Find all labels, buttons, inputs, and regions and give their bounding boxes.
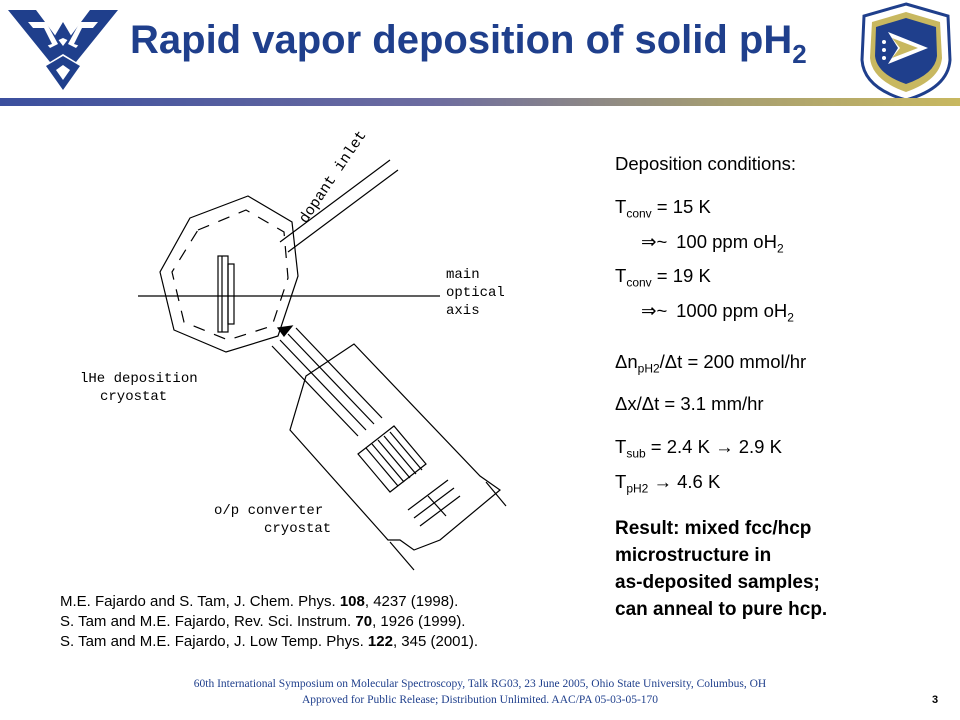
slide-title [130, 18, 870, 70]
cryostat-inner-octagon [172, 210, 288, 340]
reference-volume: 122 [367, 633, 393, 650]
label-optical: optical [446, 285, 505, 301]
result-line: can anneal to pure hcp. [615, 598, 828, 620]
reference-item [60, 612, 600, 632]
label-main: main [446, 267, 480, 283]
reference-text: , 1926 (1999). [372, 613, 466, 630]
implies-arrow-icon: ⇒~ [641, 300, 668, 322]
result-line: microstructure in [615, 544, 772, 566]
footer-line-1: 60th International Symposium on Molecular Spectroscopy, Talk RG03, 23 June 2005, Ohio State University, Columbus, OH [193, 678, 767, 690]
reference-item [60, 632, 600, 652]
converter-fins [358, 426, 426, 492]
reference-text: S. Tam and M.E. Fajardo, Rev. Sci. Instrum. [60, 613, 356, 630]
label-axis: axis [446, 303, 480, 319]
t-sub: $T_{sub} = 2.4$ K → 2.9 K [615, 436, 782, 462]
reference-volume: 70 [355, 613, 373, 630]
label-lhe-cryostat: cryostat [100, 389, 168, 405]
implies-arrow-icon: ⇒~ [641, 230, 668, 252]
apparatus-diagram [80, 127, 530, 570]
air-force-wings-logo [6, 4, 120, 90]
title-underline-bar [0, 98, 960, 106]
references-list [60, 592, 600, 652]
t-conv-19: $T_{conv} = 19$ K [615, 265, 711, 291]
growth-rate: Δx/Δt = 3.1 mm/hr [615, 393, 764, 415]
slide-title-subscript: 2 [792, 39, 807, 69]
label-dopant-inlet: dopant inlet [296, 127, 371, 227]
t-conv-15: $T_{conv} = 15$ K [615, 196, 711, 221]
converter-housing [290, 344, 500, 550]
afrl-seal-logo [858, 2, 954, 102]
label-lhe-deposition: lHe deposition [80, 371, 198, 387]
deposition-rate: $\Delta n_{pH2}/\Delta t = 200$ mmol/hr [615, 350, 807, 376]
sample-holder [218, 256, 228, 332]
result-summary [615, 515, 955, 623]
page-number: 3 [932, 694, 939, 706]
label-op-cryostat: cryostat [264, 521, 332, 537]
result-100ppm: ⇒~ 100 ppm $oH_2$ [615, 228, 955, 263]
t-ph2: $T_{pH2} \to 4.6$ K [615, 471, 721, 496]
result-line: as-deposited samples; [615, 571, 820, 593]
reference-text: S. Tam and M.E. Fajardo, J. Low Temp. Phys. [60, 633, 368, 650]
conditions-heading: Deposition conditions: [615, 153, 796, 174]
deposition-conditions [615, 150, 955, 623]
reference-item [60, 592, 600, 612]
reference-volume: 108 [339, 593, 365, 610]
reference-text: , 4237 (1998). [364, 593, 459, 610]
result-line: Result: mixed fcc/hcp [615, 517, 812, 539]
footer [0, 676, 960, 708]
cryostat-outer-octagon [160, 196, 298, 352]
footer-line-2: Approved for Public Release; Distribution Unlimited. AAC/PA 05-03-05-170 [301, 694, 659, 706]
reference-text: , 345 (2001). [392, 633, 479, 650]
reference-text: M.E. Fajardo and S. Tam, J. Chem. Phys. [60, 593, 340, 610]
result-1000ppm: ⇒~ 1000 ppm $oH_2$ [615, 297, 955, 332]
slide-title-text: Rapid vapor deposition of solid pH [130, 18, 793, 62]
label-op-converter: o/p converter [214, 503, 324, 519]
